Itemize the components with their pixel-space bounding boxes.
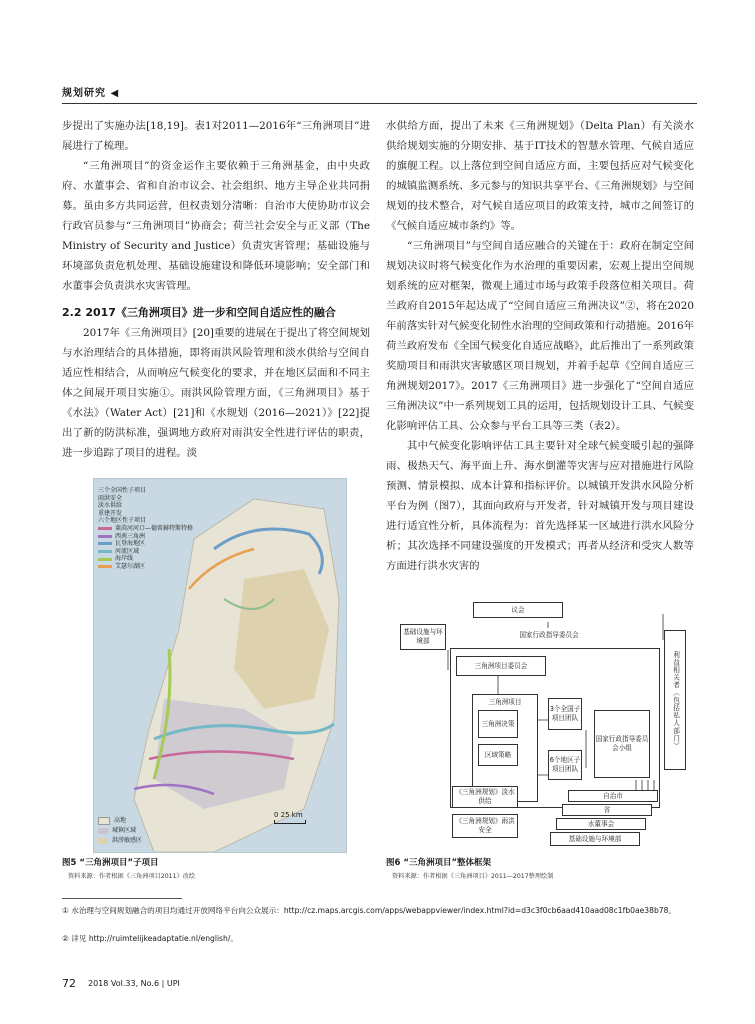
header-rule	[62, 103, 697, 104]
legend-item: 西南三角洲	[115, 532, 146, 540]
legend-swatch	[98, 828, 108, 834]
infra-ministry-box-2: 基础设施与环境部	[550, 832, 640, 846]
area-legend	[98, 816, 142, 846]
figure-5-source: 资料来源：作者根据《三角洲项目2011》改绘	[68, 873, 196, 880]
national-group-box: 国家行政指导委员会小组	[594, 710, 650, 778]
council-box: 议会	[473, 602, 563, 618]
page-footer	[62, 977, 180, 990]
legend-swatch	[98, 565, 112, 568]
delta-project-box: 三角洲项目	[472, 694, 538, 802]
scale-bar	[274, 811, 306, 824]
national-team-box: 3个全国子项目团队	[548, 698, 582, 730]
legend-item: 洪涝敏感区	[112, 837, 143, 844]
footnote-2: ② 详见 http://ruimtelijkeadaptatie.nl/english/。	[62, 934, 238, 943]
legend-swatch	[98, 558, 112, 561]
plan-flood-safety-box: 《三角洲规划》雨洪安全	[452, 814, 518, 838]
stakeholders-box: 利益相关者（包括私人部门）	[664, 630, 686, 770]
legend-item: 海岸线	[115, 555, 134, 563]
paragraph: 步提出了实施办法[18,19]。表1对2011—2016年“三角洲项目”进展进行了梳理。	[62, 120, 370, 152]
footnote-1: ① 水治理与空间规划融合的项目均通过开放网络平台向公众展示：http://cz.maps.arcgis.com/apps/webappviewer/index.html?id=d3c3f0cb6aad410aad08c1fb0ae38b78。	[62, 906, 677, 915]
municipality-box: 自治市	[568, 790, 658, 802]
figure-6-diagram	[398, 600, 698, 850]
paragraph: “三角洲项目”的资金运作主要依赖于三角洲基金，由中央政府、水董事会、省和自治市议会、社会组织、地方主导企业共同捐募。虽由多方共同运营，但权责划分清晰：自治市大使协助市议会行政官员参与“三角洲项目”协商会；荷兰社会安全与正义部（The Ministry of Security and Justice）负责灾害管理；基础设施与环境部负责危机处理、基础设施建设和降低环境影响；安全部门和水董事会负责洪水灾害管理。	[62, 160, 370, 292]
legend-item: 城镇区域	[112, 827, 137, 834]
national-committee-label: 国家行政指导委员会	[454, 628, 644, 642]
page-number: 72	[62, 977, 76, 990]
paragraph: 其中气候变化影响评估工具主要针对全球气候变暖引起的强降雨、极热天气、海平面上升、海水倒灌等灾害与应对措施进行风险预测、情景模拟、成本计算和指标评价。以城镇开发洪水风险分析平台为例（图7），其面向政府与开发者，针对城镇开发与项目建设进行适宜性分析，具体流程为：首先选择某一区域进行洪水风险分析；其次选择不同建设强度的开发模式；再者从经济和受灾人数等方面进行洪水灾害的	[386, 440, 694, 572]
figure-6-source: 资料来源：作者根据《三角洲项目》2011—2017整理绘制	[392, 873, 554, 880]
legend-swatch	[98, 527, 112, 530]
figure-5-caption: 图5 “三角洲项目”子项目	[62, 858, 159, 868]
legend-item: 六个地区性子项目	[98, 517, 147, 525]
delta-committee-box: 三角洲项目委员会	[456, 656, 546, 676]
legend-item: 瓦登海地区	[115, 540, 146, 548]
province-box: 省	[562, 804, 652, 816]
map-legend	[98, 487, 193, 571]
right-column	[386, 116, 694, 576]
legend-item: 高地	[114, 817, 127, 824]
regional-strategy-box: 区域策略	[478, 744, 518, 766]
plan-fresh-water-box: 《三角洲规划》淡水供给	[452, 786, 518, 808]
figure-6-caption: 图6 “三角洲项目”整体框架	[386, 858, 492, 868]
legend-swatch	[98, 535, 112, 538]
paragraph: “三角洲项目”与空间自适应融合的关键在于：政府在制定空间规划决议时将气候变化作为水治理的重要因素，宏观上提出空间规划系统的应对框架，微观上通过市场与政策手段落位相关项目。荷兰政府自2015年起达成了“空间自适应三角洲决议”②，将在2020年前落实针对气候变化韧性水治理的空间政策和行动措施。2016年荷兰政府发布《全国气候变化自适应战略》，此后推出了一系列政策奖励项目和雨洪灾害敏感区项目规划，并着手起草《空间自适应三角洲规划2017》。2017《三角洲项目》进一步强化了“空间自适应三角洲决议”中一系列规划工具的运用，包括规划设计工具、气候变化影响评估工具、公众参与平台工具等三类（表2）。	[386, 240, 694, 432]
legend-swatch	[98, 550, 112, 553]
issue-info: 2018 Vol.33, No.6 | UPI	[88, 979, 180, 988]
regional-team-box: 6个地区子项目团队	[548, 750, 582, 780]
legend-item: 莱茵河河口—德雷赫特斯特格	[115, 524, 194, 532]
legend-title: 三个全国性子项目	[98, 487, 147, 494]
legend-item: 艾瑟尔湖区	[115, 562, 146, 570]
legend-item: 雨洪安全	[98, 494, 123, 502]
legend-swatch	[98, 542, 112, 545]
paragraph: 水供给方面，提出了未来《三角洲规划》（Delta Plan）有关淡水供给规划实施的分期安排、基于IT技术的智慧水管理、气候自适应的旗舰工程。以上落位到空间自适应方面，主要包括应对气候变化的城镇监测系统、多元参与的知识共享平台、《三角洲规划》与空间规划的技术整合，对气候自适应项目的政策支持，城市之间签订的《气候自适应城市条约》等。	[386, 120, 694, 232]
infra-ministry-box: 基础设施与环境部	[400, 624, 446, 650]
section-heading: 2.2 2017《三角洲项目》进一步和空间自适应性的融合	[62, 306, 336, 319]
water-board-box: 水董事会	[556, 818, 646, 830]
scale-label: 0 25 km	[274, 811, 303, 819]
footnote-rule	[62, 898, 182, 899]
legend-item: 重建开发	[98, 509, 123, 517]
left-column	[62, 116, 370, 463]
running-header: 规划研究 ◀	[62, 88, 120, 99]
legend-swatch	[98, 838, 108, 844]
paragraph: 2017年《三角洲项目》[20]重要的进展在于提出了将空间规划与水治理结合的具体措施，即将雨洪风险管理和淡水供给与空间自适应性相结合，从而响应气候变化的要求，并在地区层面和不同主体之间展开项目实施①。雨洪风险管理方面，《三角洲项目》基于《水法》（Water Act）[21]和《水规划（2016—2021）》[22]提出了新的防洪标准，强调地方政府对雨洪安全性进行评估的职责，进一步追踪了项目的进程。淡	[62, 327, 370, 459]
figure-5-map	[93, 478, 347, 853]
legend-item: 河流区域	[115, 547, 140, 555]
delta-decision-box: 三角洲决策	[478, 710, 518, 738]
legend-swatch	[98, 817, 110, 825]
legend-item: 淡水供给	[98, 502, 123, 510]
